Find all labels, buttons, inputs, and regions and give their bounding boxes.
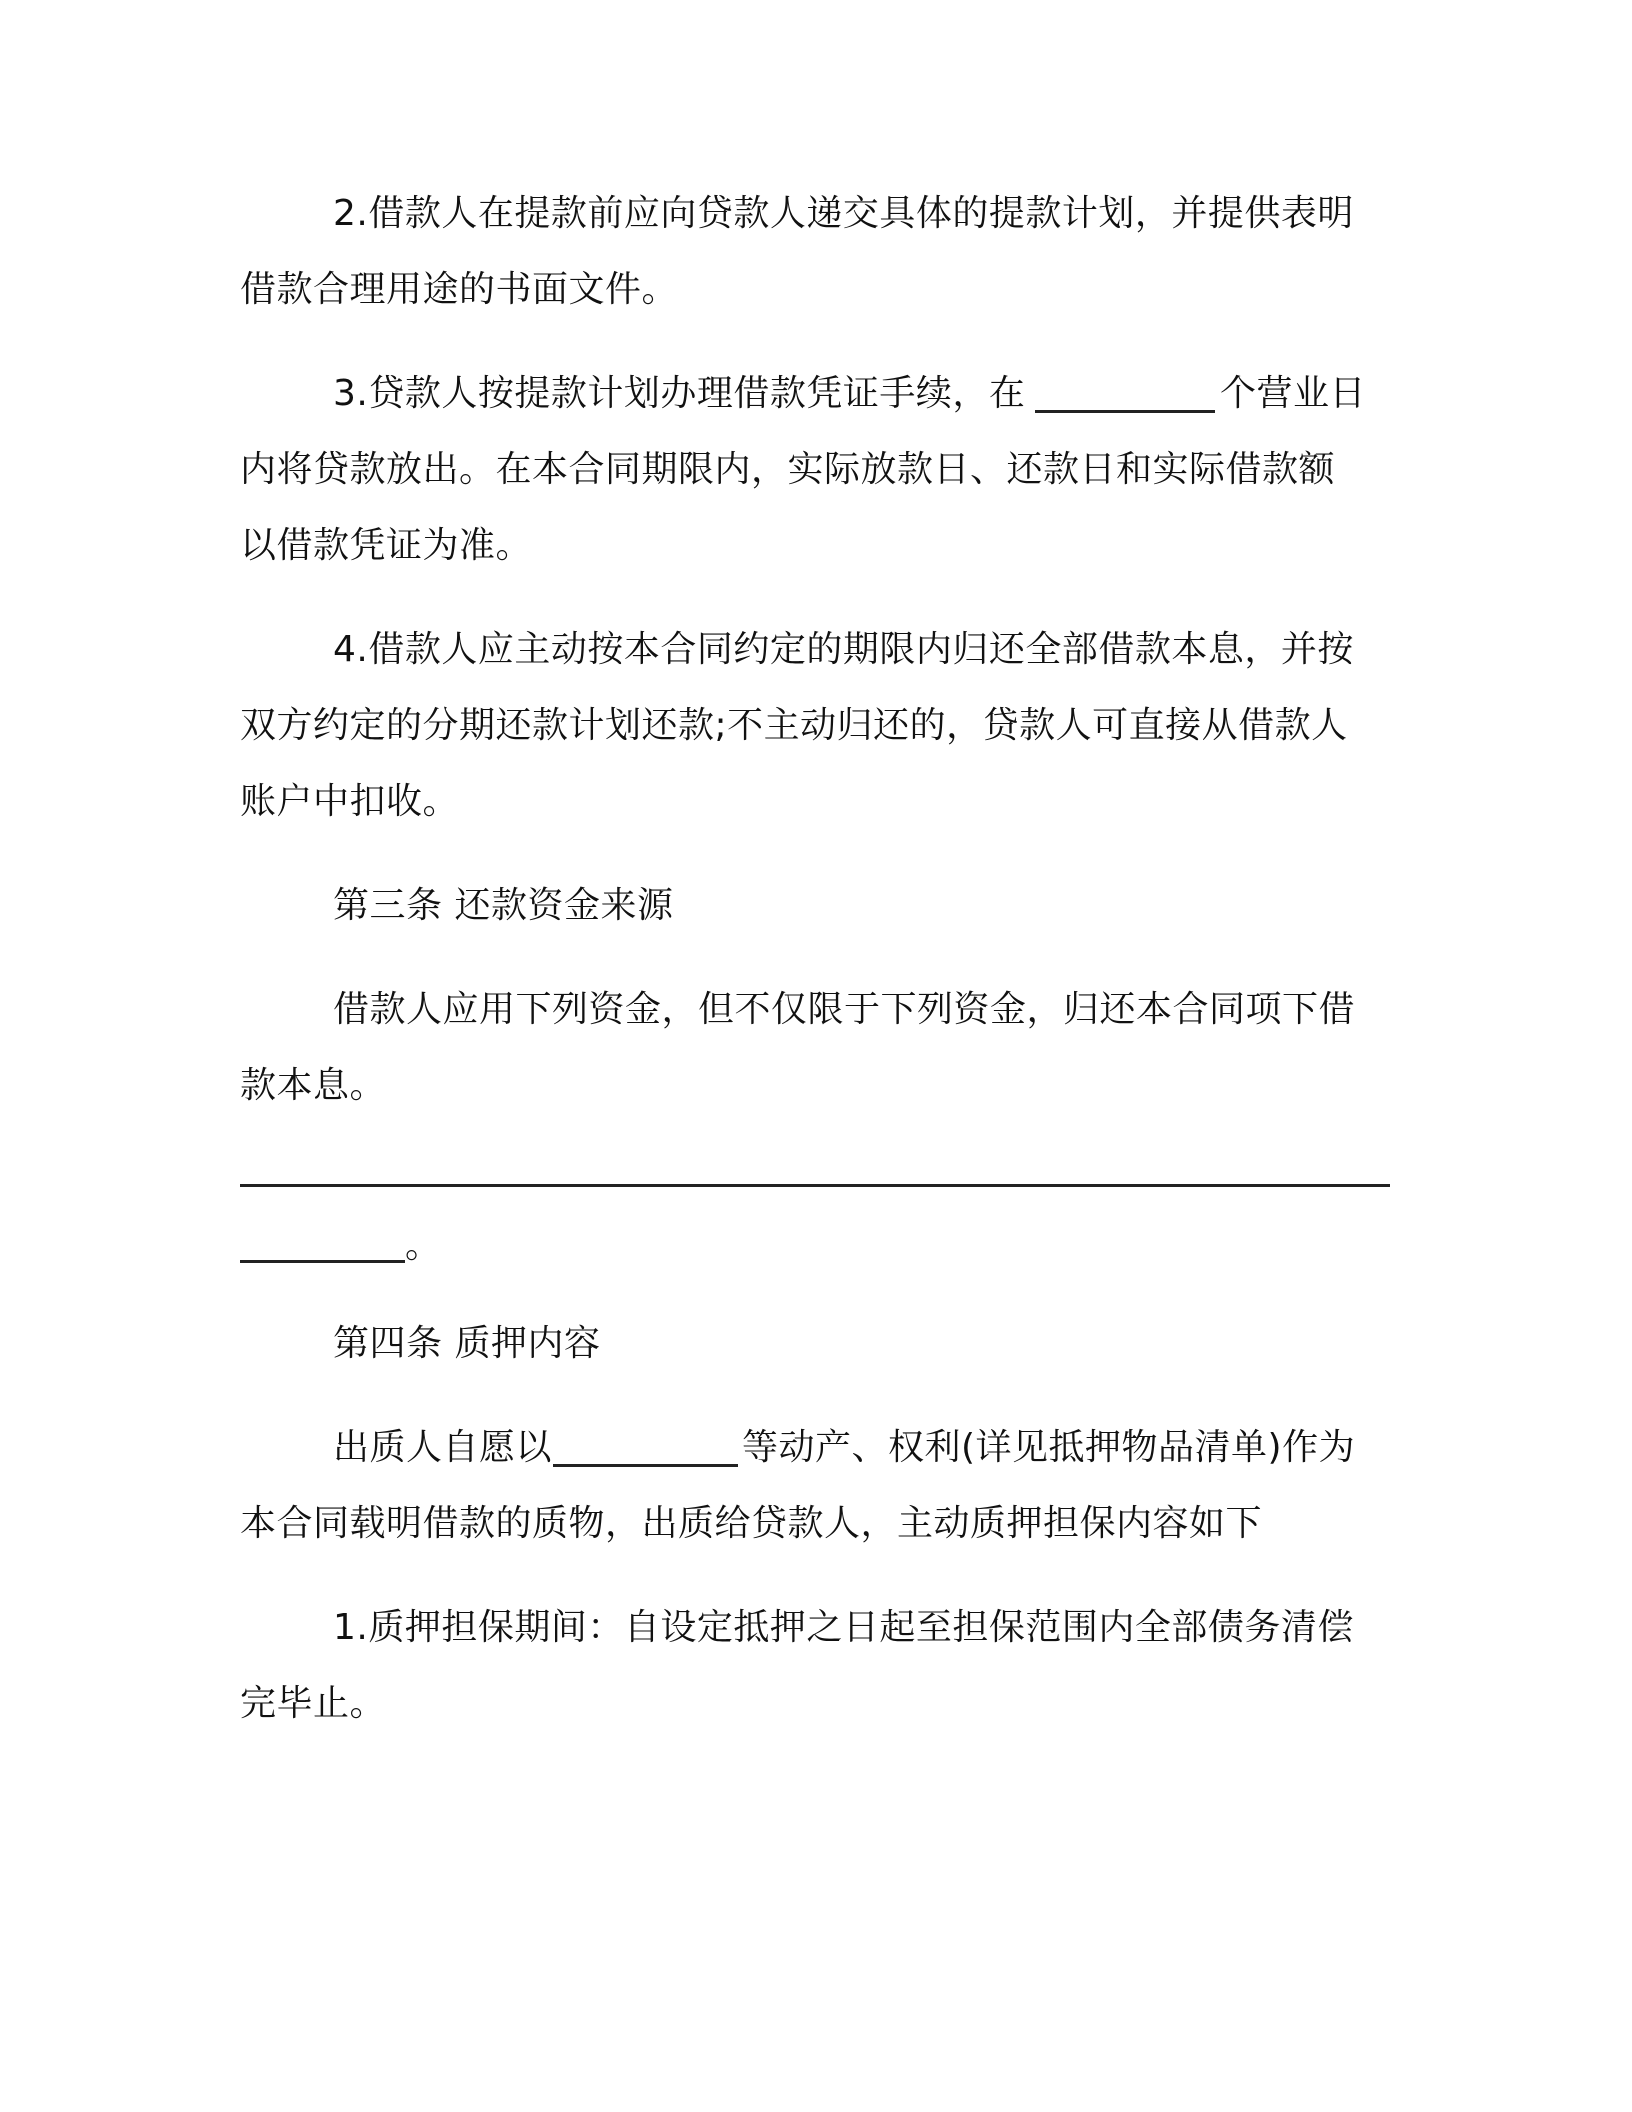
paragraph-3-line-2: 内将贷款放出。在本合同期限内，实际放款日、还款日和实际借款额 <box>240 449 1336 490</box>
paragraph-4-line-3: 账户中扣收。 <box>240 781 460 822</box>
paragraph-3-line-1b: 个营业日 <box>1220 373 1367 414</box>
funding-source-end-mark: 。 <box>405 1225 442 1266</box>
article-3-heading: 第三条 还款资金来源 <box>333 885 674 926</box>
paragraph-5-line-2: 款本息。 <box>240 1065 387 1106</box>
blank-business-days <box>1035 410 1215 413</box>
paragraph-3-line-3: 以借款凭证为准。 <box>240 525 533 566</box>
paragraph-7-line-1b: 等动产、权利(详见抵押物品清单)作为 <box>742 1427 1356 1468</box>
blank-pledge-items <box>553 1464 738 1467</box>
paragraph-7-line-2: 本合同载明借款的质物，出质给贷款人，主动质押担保内容如下 <box>240 1503 1263 1544</box>
article-4-heading: 第四条 质押内容 <box>333 1323 601 1364</box>
paragraph-5-line-1: 借款人应用下列资金，但不仅限于下列资金，归还本合同项下借 <box>333 989 1356 1030</box>
paragraph-2-line-1: 2.借款人在提款前应向贷款人递交具体的提款计划，并提供表明 <box>333 193 1354 234</box>
paragraph-4-line-1: 4.借款人应主动按本合同约定的期限内归还全部借款本息，并按 <box>333 629 1354 670</box>
paragraph-2-line-2: 借款合理用途的书面文件。 <box>240 269 679 310</box>
blank-funding-source-line-1 <box>240 1184 1390 1187</box>
blank-funding-source-line-2 <box>240 1260 405 1263</box>
paragraph-7-line-1a: 出质人自愿以 <box>333 1427 553 1468</box>
paragraph-8-line-1: 1.质押担保期间：自设定抵押之日起至担保范围内全部债务清偿 <box>333 1607 1354 1648</box>
paragraph-8-line-2: 完毕止。 <box>240 1683 387 1724</box>
paragraph-3-line-1a: 3.贷款人按提款计划办理借款凭证手续，在 <box>333 373 1026 414</box>
paragraph-4-line-2: 双方约定的分期还款计划还款;不主动归还的，贷款人可直接从借款人 <box>240 705 1348 746</box>
